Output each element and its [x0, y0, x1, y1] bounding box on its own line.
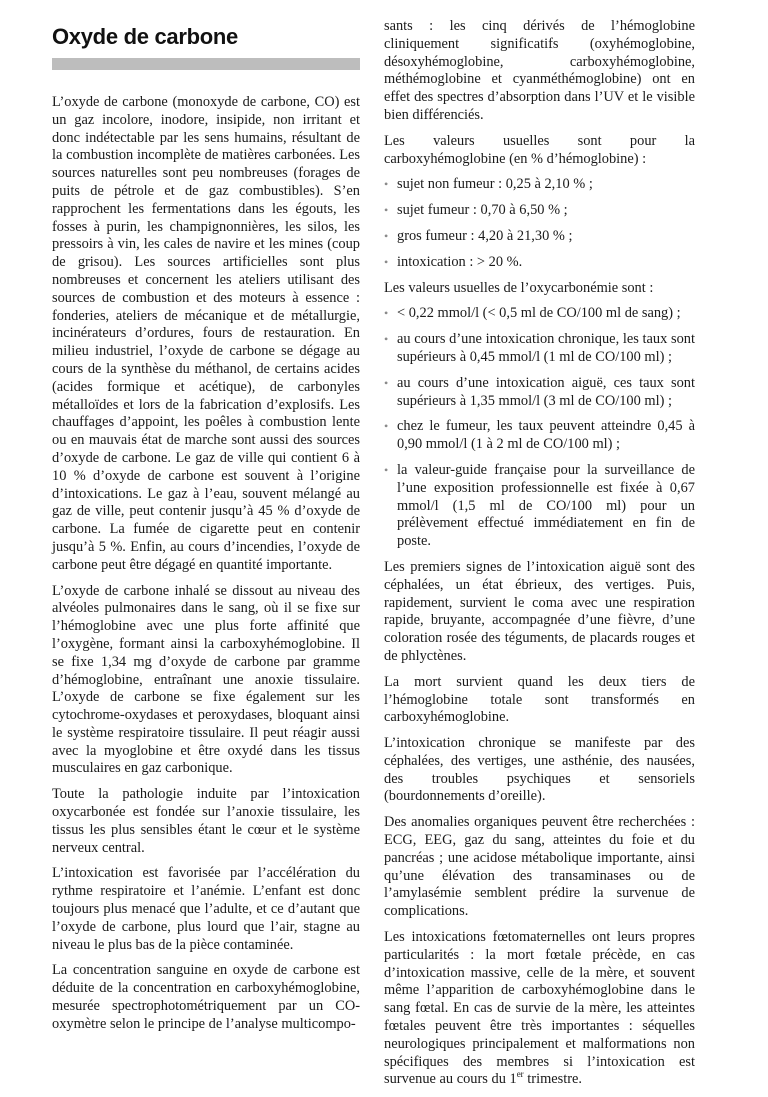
- list-item: [384, 176, 695, 194]
- page-title: Oxyde de carbone: [52, 24, 238, 49]
- list-item-text: la valeur-guide française pour la surveillance de l’une exposition professionnelle est fixée à 0,67 mmol/l (1,5 ml de CO/100 ml) pour un prélèvement effectué immédiatement en fin de poste.: [397, 461, 695, 550]
- carboxy-intro: Les valeurs usuelles sont pour la carboxyhémoglobine (en % d’hémoglobine) :: [384, 132, 695, 167]
- bullet-icon: •: [384, 462, 389, 477]
- list-item: [384, 375, 695, 411]
- list-item-text: sujet non fumeur : 0,25 à 2,10 % ;: [397, 176, 593, 193]
- carboxy-list: [384, 176, 695, 271]
- paragraph: sants : les cinq dérivés de l’hémoglobine cliniquement significatifs (oxyhémoglobine, désoxyhémoglobine, carboxyhémoglobine, méthémoglobine et cyanméthémoglobine) ont en effet des spectres d’absorption dans l’UV et le visible bien différenciés.: [384, 18, 695, 123]
- bullet-icon: •: [384, 375, 389, 390]
- list-item-text: au cours d’une intoxication chronique, les taux sont supérieurs à 0,45 mmol/l (1 ml de CO/100 ml) ;: [397, 331, 695, 365]
- paragraph: La concentration sanguine en oxyde de carbone est déduite de la concentration en carboxyhémoglobine, mesurée spectrophotométriquement par un CO-oxymètre selon le principe de l’analyse multicompo-: [52, 962, 360, 1032]
- list-item-text: sujet fumeur : 0,70 à 6,50 % ;: [397, 202, 568, 219]
- superscript: er: [516, 1069, 524, 1080]
- list-item: [384, 331, 695, 367]
- list-item-text: chez le fumeur, les taux peuvent atteindre 0,45 à 0,90 mmol/l (1 à 2 ml de CO/100 ml) ;: [397, 418, 695, 453]
- paragraph: [384, 929, 695, 1089]
- list-item-text: < 0,22 mmol/l (< 0,5 ml de CO/100 ml de sang) ;: [397, 305, 681, 322]
- list-item-text: gros fumeur : 4,20 à 21,30 % ;: [397, 227, 573, 244]
- bullet-icon: •: [384, 228, 389, 243]
- bullet-icon: •: [384, 306, 389, 321]
- list-item: [384, 254, 695, 272]
- paragraph-text: Les intoxications fœtomaternelles ont leurs propres particularités : la mort fœtale précède, en cas d’intoxication massive, celle de la mère, et souvent même l’apparition de carboxyhémoglobine dans le sang fœtal. En cas de survie de la mère, les atteintes fœtales peuvent être très importantes : séquelles neurologiques principalement et malformations non spécifiques des membres si l’intoxication est survenue au cours du 1: [384, 929, 695, 1088]
- paragraph: L’oxyde de carbone inhalé se dissout au niveau des alvéoles pulmonaires dans le sang, où il se fixe sur l’hémoglobine avec une plus forte affinité que l’oxygène, formant ainsi la carboxyhémoglobine. Il se fixe 1,34 mg d’oxyde de carbone par gramme d’hémoglobine, entraînant une anoxie tissulaire. L’oxyde de carbone se fixe également sur les cytochrome-oxydases et peroxydases, bloquant ainsi le système respiratoire tissulaire. Il peut réagir aussi avec la myoglobine et être oxydé dans les tissus musculaires en gaz carbonique.: [52, 582, 360, 777]
- paragraph: La mort survient quand les deux tiers de l’hémoglobine totale sont transformés en carboxyhémoglobine.: [384, 673, 695, 726]
- paragraph: Des anomalies organiques peuvent être recherchées : ECG, EEG, gaz du sang, atteintes du foie et du pancréas ; une acidose métabolique importante, ainsi qu’une élévation des transaminases ou de l’amylasémie semblent prédire la survenue de complications.: [384, 814, 695, 920]
- paragraph: L’oxyde de carbone (monoxyde de carbone, CO) est un gaz incolore, inodore, insipide, non irritant et donc indétectable par les sens humains, résultant de la combustion incomplète de matières carbonées. Les sources naturelles sont peu nombreuses (forages de puits de pétrole et de gaz combustibles). S’en rapprochent les fermentations dans les égouts, les fosses à purin, les champignonnières, les silos, les pressoirs à vin, les cales de navire et les mines (coup de grisou). Les sources artificielles sont plus nombreuses et concernent les ateliers utilisant des sources de combustion et des moteurs à essence : fonderies, ateliers de mécanique et de métallurgie, incinérateurs d’ordures, fours de restauration. En milieu industriel, l’oxyde de carbone se dégage au cours de la synthèse du méthanol, de certains acides (acides formique et acétique), de carbonyles métalloïdes et lors de la fabrication d’explosifs. Les chauffages d’appoint, les poêles à combustion lente ou en mauvais état de marche sont aussi des sources d’oxyde de carbone. Le gaz de ville qui contient 6 à 10 % d’oxyde de carbone est souvent à l’origine d’intoxications. Le gaz à l’eau, souvent mélangé au gaz de ville, peut contenir jusqu’à 45 % d’oxyde de carbone. La fumée de cigarette peut en contenir jusqu’à 5 %. Enfin, au cours d’incendies, l’oxyde de carbone peut être dégagé en quantité importante.: [52, 94, 360, 573]
- list-item: [384, 418, 695, 454]
- oxycarb-list: [384, 305, 695, 551]
- right-column: [384, 18, 695, 1097]
- list-item: [384, 305, 695, 323]
- title-rule: [52, 58, 360, 70]
- left-column: [52, 18, 360, 1042]
- list-item: [384, 462, 695, 551]
- paragraph: Les premiers signes de l’intoxication aiguë sont des céphalées, un état ébrieux, des vertiges. Puis, rapidement, survient le coma avec une respiration rapide, bruyante, accompagnée d’une fièvre, d’une coloration rosée des téguments, de placards rouges et de phlyctènes.: [384, 558, 695, 664]
- paragraph: L’intoxication chronique se manifeste par des céphalées, des vertiges, une asthénie, des nausées, des troubles psychiques et sensoriels (bourdonnements d’oreille).: [384, 735, 695, 805]
- list-item: [384, 228, 695, 246]
- paragraph: Toute la pathologie induite par l’intoxication oxycarbonée est fondée sur l’anoxie tissulaire, les tissus les plus sensibles étant le cœur et le système nerveux central.: [52, 786, 360, 856]
- bullet-icon: •: [384, 203, 389, 218]
- list-item-text: intoxication : > 20 %.: [397, 253, 523, 270]
- paragraph: L’intoxication est favorisée par l’accélération du rythme respiratoire et l’anémie. L’enfant est donc toujours plus menacé que l’adulte, et ce d’autant que l’oxyde de carbone, plus lourd que l’air, stagne au niveau le plus bas de la pièce contaminée.: [52, 865, 360, 953]
- bullet-icon: •: [384, 332, 389, 347]
- bullet-icon: •: [384, 177, 389, 192]
- bullet-icon: •: [384, 254, 389, 269]
- bullet-icon: •: [384, 419, 389, 434]
- list-item-text: au cours d’une intoxication aiguë, ces taux sont supérieurs à 1,35 mmol/l (3 ml de CO/100 ml) ;: [397, 374, 695, 409]
- list-item: [384, 202, 695, 220]
- oxycarb-intro: Les valeurs usuelles de l’oxycarbonémie sont :: [384, 279, 654, 296]
- paragraph-end: trimestre.: [523, 1071, 583, 1088]
